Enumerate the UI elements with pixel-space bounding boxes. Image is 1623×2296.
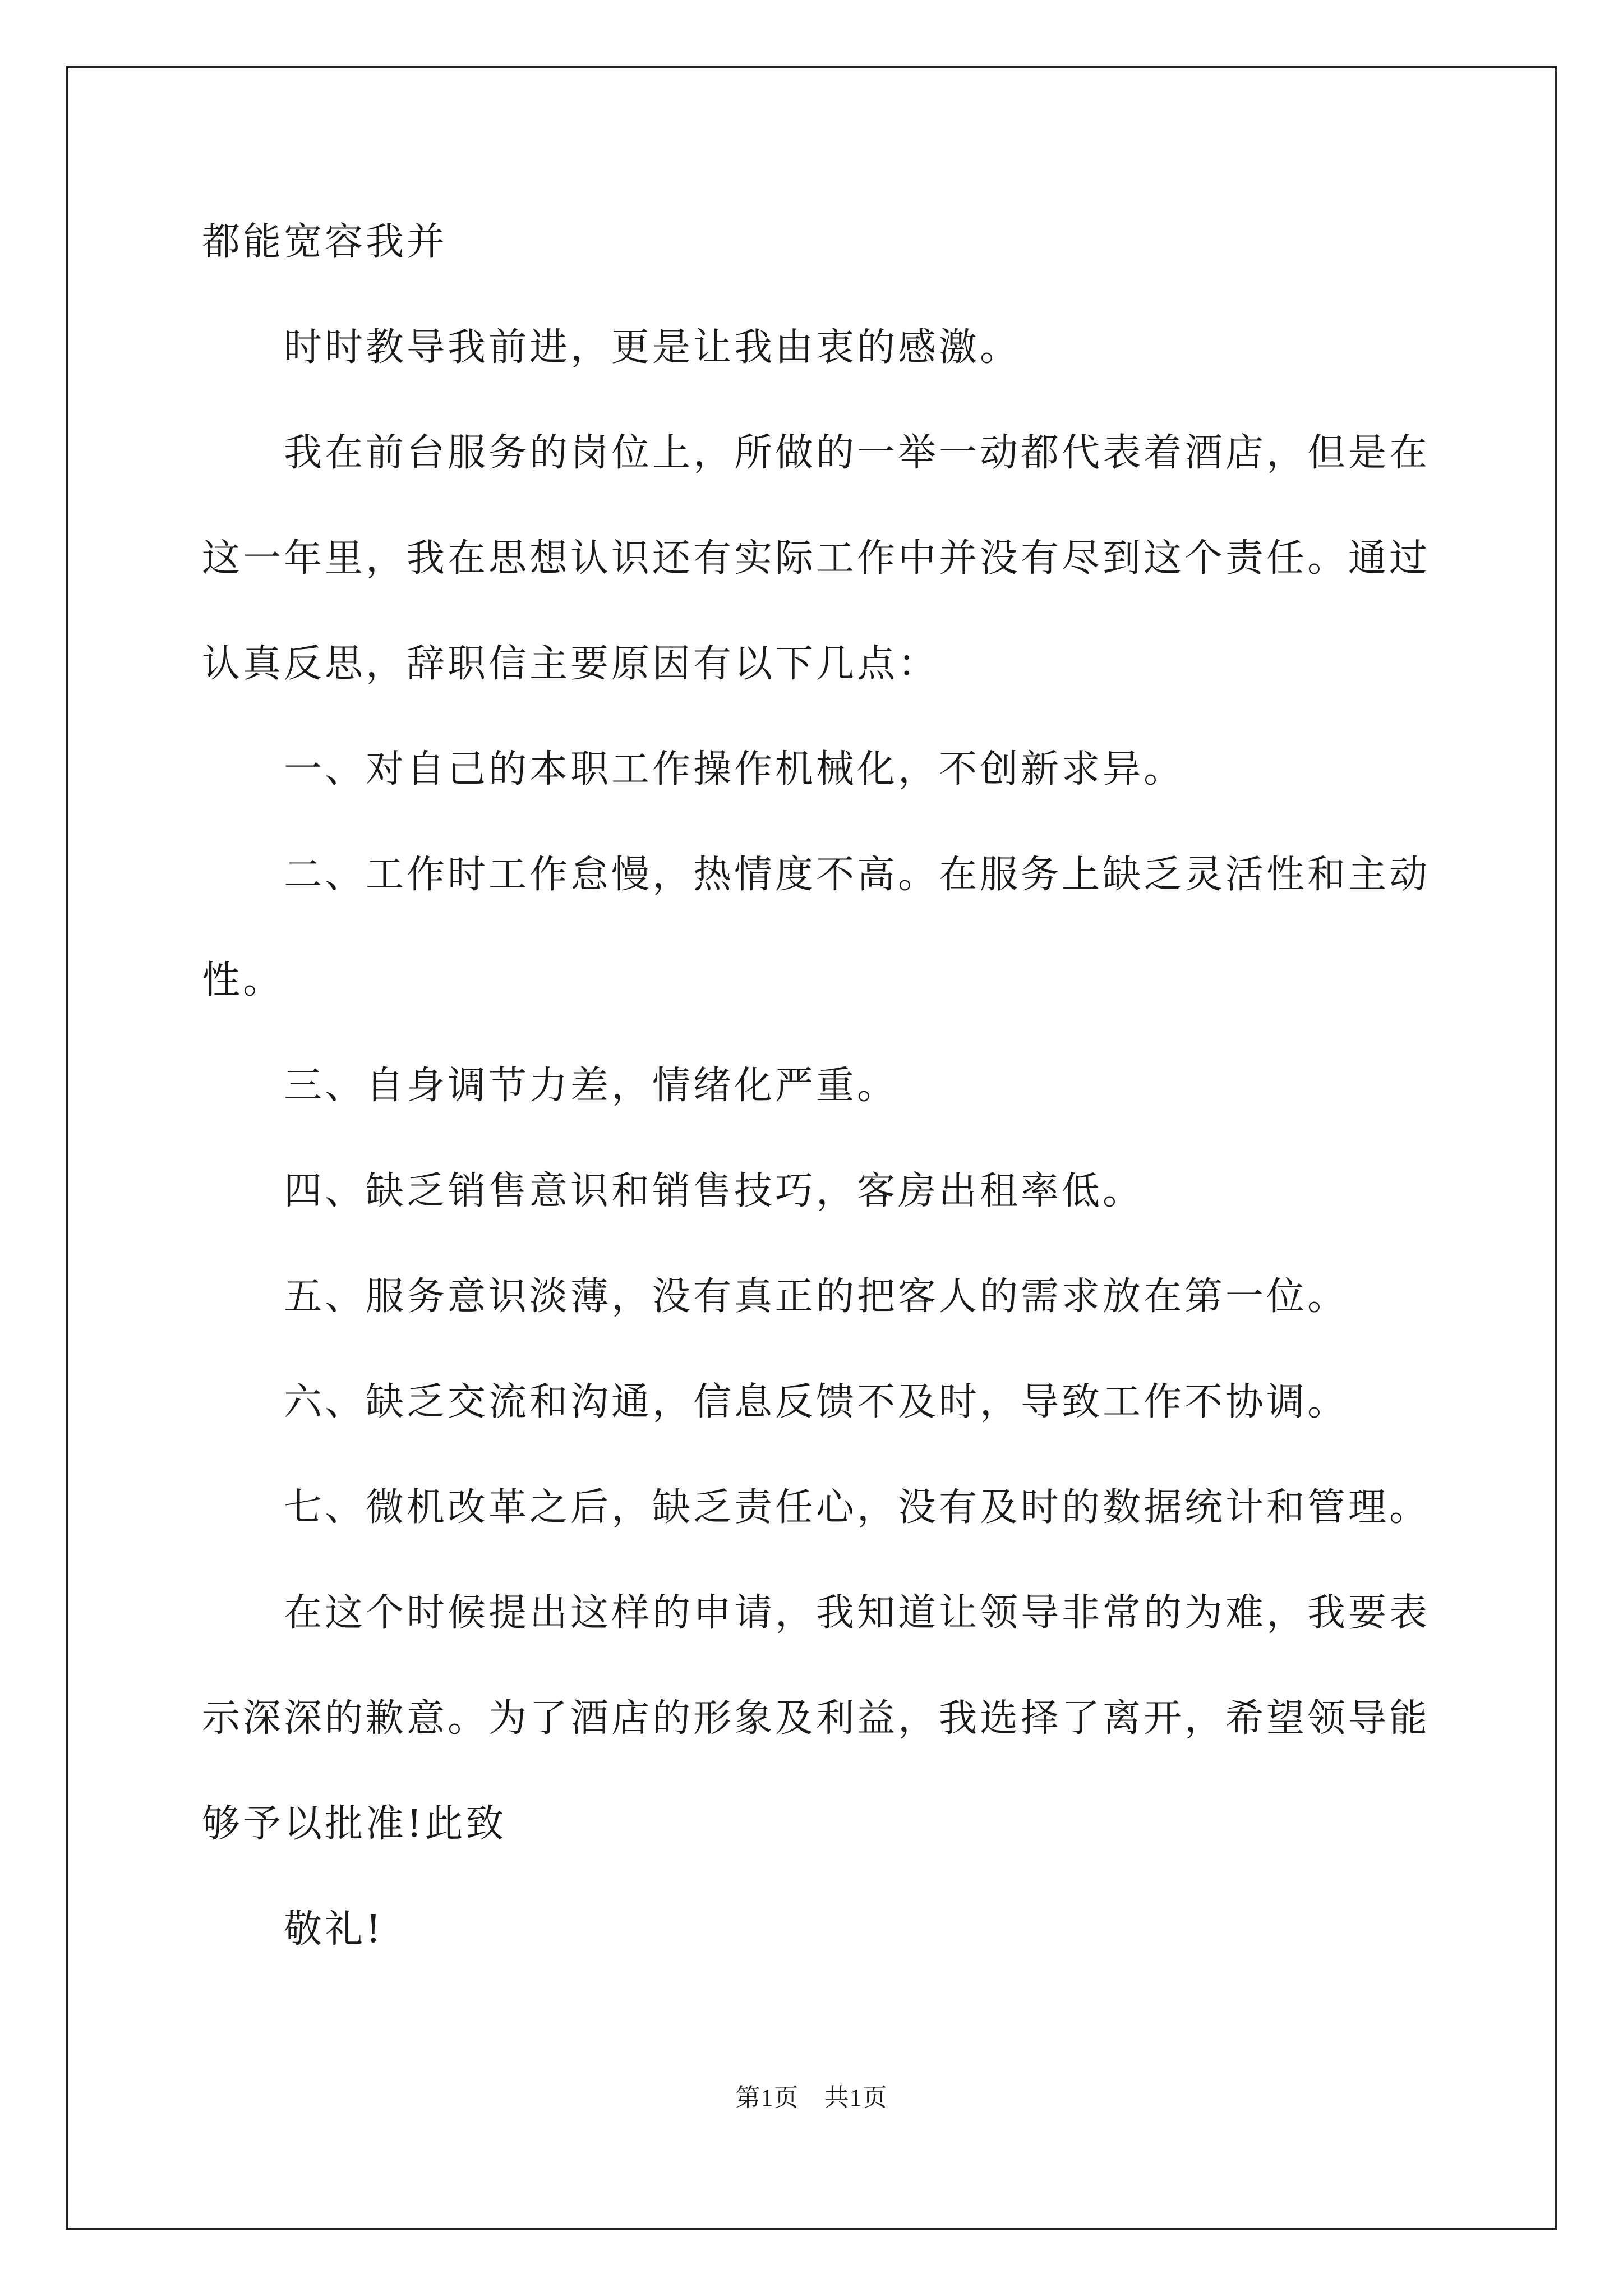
text-line: 时时教导我前进，更是让我由衷的感激。 [202,325,1021,370]
text-line: 五、服务意识淡薄，没有真正的把客人的需求放在第一位。 [202,1274,1349,1319]
text-line: 我在前台服务的岗位上，所做的一举一动都代表着酒店，但是在 [202,431,1431,475]
text-line: 这一年里，我在思想认识还有实际工作中并没有尽到这个责任。通过 [202,536,1431,581]
text-line: 六、缺乏交流和沟通，信息反馈不及时，导致工作不协调。 [202,1380,1349,1424]
text-line: 二、工作时工作怠慢，热情度不高。在服务上缺乏灵活性和主动 [202,853,1431,897]
page-number: 第1页 共1页 [735,2084,888,2111]
text-line: 都能宽容我并 [202,220,448,264]
text-line: 四、缺乏销售意识和销售技巧，客房出租率低。 [202,1169,1144,1213]
page-footer [0,2077,1623,2113]
text-line: 在这个时候提出这样的申请，我知道让领导非常的为难，我要表 [202,1591,1431,1635]
text-line: 认真反思，辞职信主要原因有以下几点： [202,642,939,686]
text-line: 七、微机改革之后，缺乏责任心，没有及时的数据统计和管理。 [202,1485,1431,1530]
text-line: 三、自身调节力差，情绪化严重。 [202,1064,898,1108]
text-line: 敬礼! [202,1907,384,1952]
text-line: 一、对自己的本职工作操作机械化，不创新求异。 [202,747,1185,792]
text-line: 够予以批准!此致 [202,1802,507,1846]
text-line: 示深深的歉意。为了酒店的形象及利益，我选择了离开，希望领导能 [202,1696,1431,1741]
text-line: 性。 [202,958,284,1002]
document-body [202,216,1436,1956]
